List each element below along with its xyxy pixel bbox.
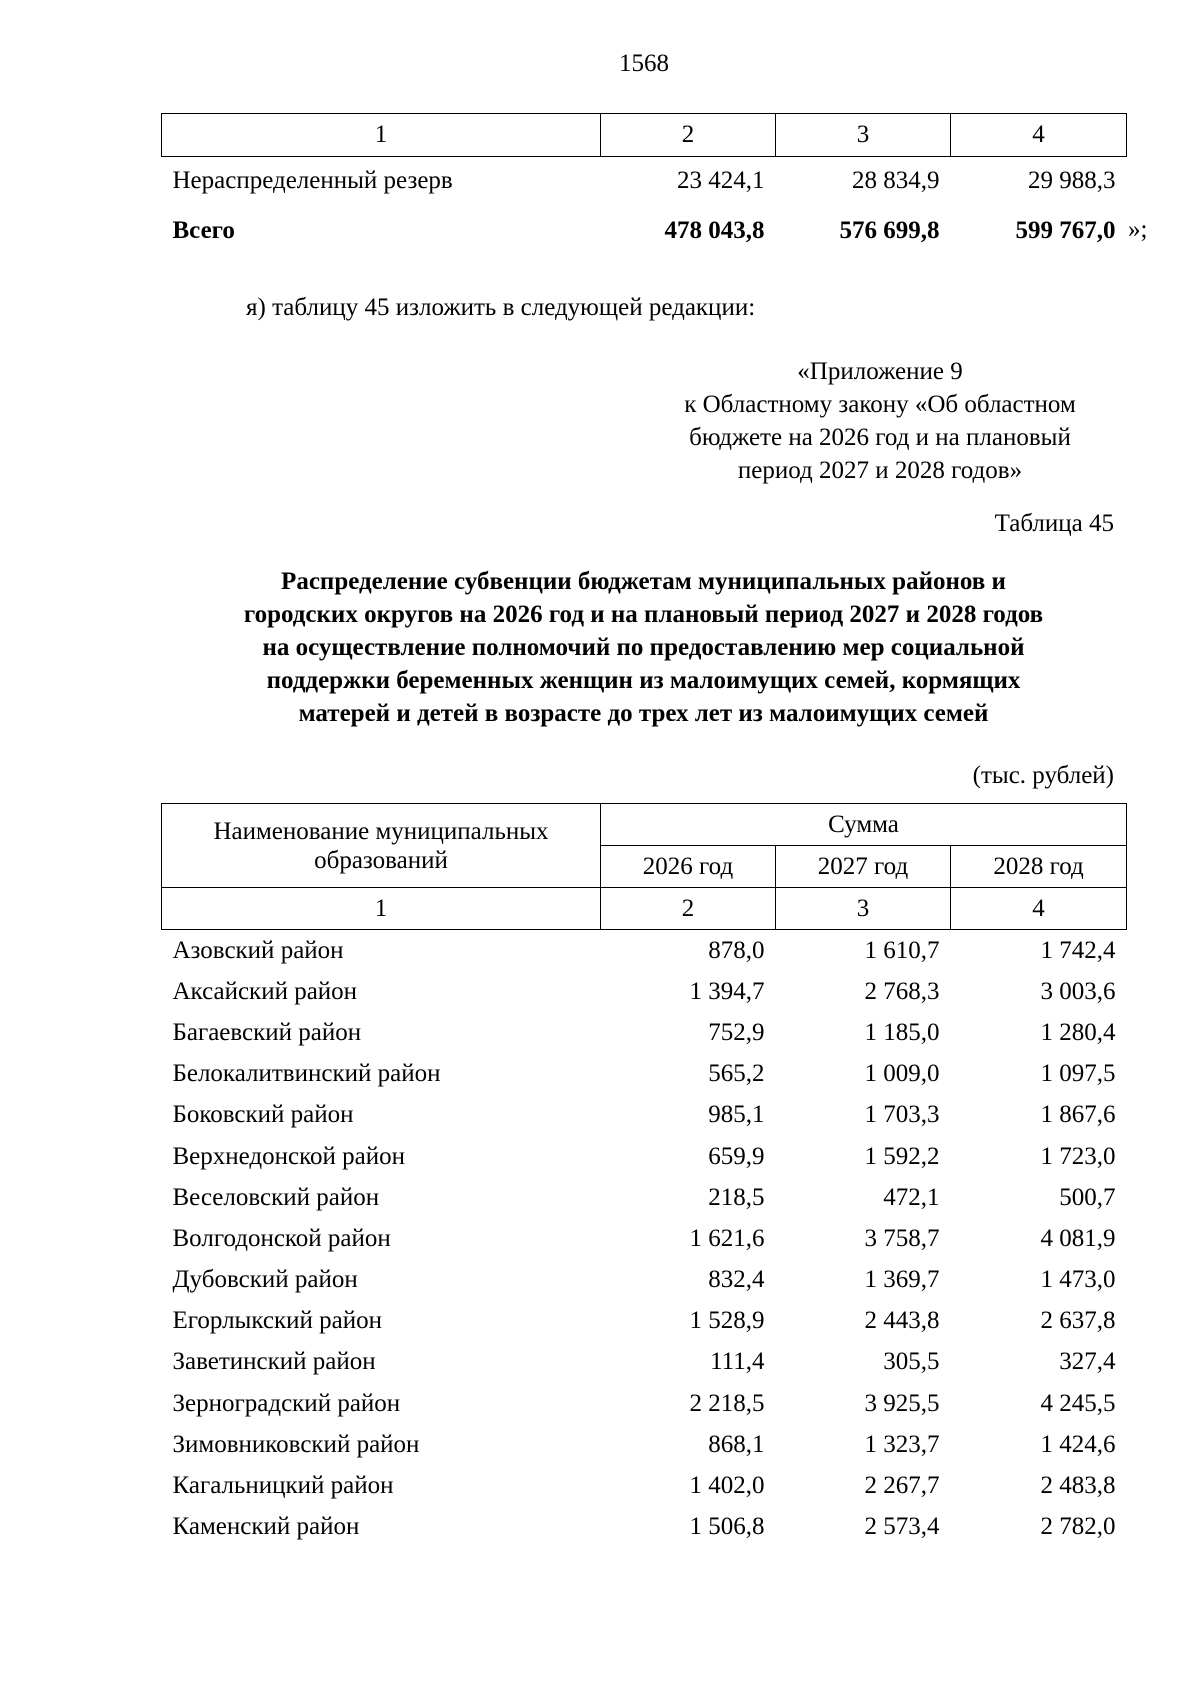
appendix-line: «Приложение 9 [797,358,963,385]
value-2028: 599 767,0 [1015,217,1116,244]
value-2027: 2 573,4 [864,1513,940,1541]
column-number: 2 [601,888,776,930]
header-line: Наименование муниципальных [213,817,549,845]
table-row [162,930,1127,972]
value-2028: 2 782,0 [1040,1513,1116,1541]
title-line: поддержки беременных женщин из малоимущих семей, кормящих [266,667,1021,694]
value-2028: 1 473,0 [1040,1266,1116,1294]
district-name: Дубовский район [172,1266,358,1294]
value-2028: 1 723,0 [1040,1142,1116,1170]
header-row [162,804,1127,846]
value-2028: 1 097,5 [1040,1060,1116,1088]
table-row [162,1383,1127,1424]
value-2028: 1 742,4 [1040,936,1116,964]
value-2027: 1 703,3 [864,1101,940,1129]
appendix-line: бюджете на 2026 год и на плановый [689,424,1071,451]
title-line: городских округов на 2026 год и на плановый период 2027 и 2028 годов [243,601,1044,628]
table-row [162,1177,1127,1218]
value-2028: 1 424,6 [1040,1430,1116,1458]
column-number: 4 [951,114,1127,157]
value-2027: 3 758,7 [864,1224,940,1252]
table-row [162,1342,1127,1383]
table-row [162,1012,1127,1053]
value-2026: 1 394,7 [689,977,765,1005]
value-2027: 1 323,7 [864,1430,940,1458]
value-2028: 500,7 [1059,1183,1116,1211]
value-2027: 1 185,0 [864,1018,940,1046]
appendix-reference [640,355,1120,487]
value-2026: 478 043,8 [664,217,765,244]
table-row-total [162,205,1127,257]
value-2027: 28 834,9 [852,167,940,194]
district-name: Заветинский район [172,1348,376,1376]
appendix-line: к Областному закону «Об областном [684,391,1076,418]
value-2028: 29 988,3 [1028,167,1116,194]
value-2026: 23 424,1 [677,167,765,194]
title-line: Распределение субвенции бюджетам муниципальных районов и [281,568,1006,595]
value-2026: 1 402,0 [689,1472,765,1500]
title-line: матерей и детей в возрасте до трех лет из малоимущих семей [298,700,989,727]
value-2027: 576 699,8 [839,217,940,244]
value-2028: 1 867,6 [1040,1101,1116,1129]
value-2027: 1 009,0 [864,1060,940,1088]
value-2027: 1 610,7 [864,936,940,964]
district-name: Азовский район [172,936,344,964]
table-row [162,971,1127,1012]
district-name: Багаевский район [172,1018,362,1046]
district-name: Каменский район [172,1513,360,1541]
subvention-table [161,803,1127,1548]
year-header: 2028 год [951,846,1127,888]
value-2028: 4 245,5 [1040,1389,1116,1417]
value-2028: 3 003,6 [1040,977,1116,1005]
value-2028: 2 483,8 [1040,1472,1116,1500]
district-name: Волгодонской район [172,1224,391,1252]
value-2028: 4 081,9 [1040,1224,1116,1252]
value-2026: 868,1 [708,1430,765,1458]
value-2028: 1 280,4 [1040,1018,1116,1046]
value-2028: 2 637,8 [1040,1307,1116,1335]
table-row [162,1054,1127,1095]
column-number-row [162,888,1127,930]
column-number: 4 [951,888,1127,930]
value-2026: 111,4 [710,1348,765,1376]
value-2027: 2 267,7 [864,1472,940,1500]
table-row-unallocated-reserve [162,157,1127,206]
district-name: Аксайский район [172,977,358,1005]
district-name: Веселовский район [172,1183,380,1211]
value-2026: 878,0 [708,936,765,964]
sum-header: Сумма [601,804,1127,846]
table-row [162,1218,1127,1259]
value-2027: 1 592,2 [864,1142,940,1170]
header-line: образований [314,846,448,874]
continued-table [161,113,1127,257]
district-name: Кагальницкий район [172,1472,394,1500]
value-2026: 985,1 [708,1101,765,1129]
units-label: (тыс. рублей) [972,762,1114,789]
value-2027: 305,5 [883,1348,940,1376]
appendix-line: период 2027 и 2028 годов» [737,457,1023,484]
column-number: 3 [776,114,951,157]
row-name: Всего [172,217,235,244]
title-line: на осуществление полномочий по предоставлению мер социальной [262,634,1025,661]
table-row [162,1424,1127,1465]
name-column-header [162,804,601,888]
value-2027: 2 768,3 [864,977,940,1005]
value-2027: 1 369,7 [864,1266,940,1294]
value-2026: 659,9 [708,1142,765,1170]
closing-quote-mark: »; [1128,216,1148,243]
table-row [162,1136,1127,1177]
value-2026: 1 506,8 [689,1513,765,1541]
column-number: 1 [162,114,601,157]
value-2026: 752,9 [708,1018,765,1046]
value-2027: 2 443,8 [864,1307,940,1335]
district-name: Зерноградский район [172,1389,401,1417]
table-body [162,930,1127,1548]
amendment-instruction: я) таблицу 45 изложить в следующей редакции: [246,294,756,321]
column-number-row [162,114,1127,157]
value-2026: 2 218,5 [689,1389,765,1417]
table-row [162,1507,1127,1548]
value-2026: 218,5 [708,1183,765,1211]
column-number: 3 [776,888,951,930]
value-2026: 1 528,9 [689,1307,765,1335]
district-name: Боковский район [172,1101,354,1129]
column-number: 2 [601,114,776,157]
column-number: 1 [162,888,601,930]
value-2026: 1 621,6 [689,1224,765,1252]
table-number: Таблица 45 [994,510,1114,537]
value-2026: 832,4 [708,1266,765,1294]
table-title [161,565,1126,730]
table-row [162,1301,1127,1342]
district-name: Белокалитвинский район [172,1060,441,1088]
value-2027: 3 925,5 [864,1389,940,1417]
page-number: 1568 [619,50,669,77]
value-2027: 472,1 [883,1183,940,1211]
district-name: Верхнедонской район [172,1142,405,1170]
row-name: Нераспределенный резерв [172,167,453,194]
year-header: 2027 год [776,846,951,888]
value-2026: 565,2 [708,1060,765,1088]
district-name: Зимовниковский район [172,1430,420,1458]
year-header: 2026 год [601,846,776,888]
value-2028: 327,4 [1059,1348,1116,1376]
table-row [162,1260,1127,1301]
table-row [162,1095,1127,1136]
table-row [162,1465,1127,1506]
district-name: Егорлыкский район [172,1307,382,1335]
